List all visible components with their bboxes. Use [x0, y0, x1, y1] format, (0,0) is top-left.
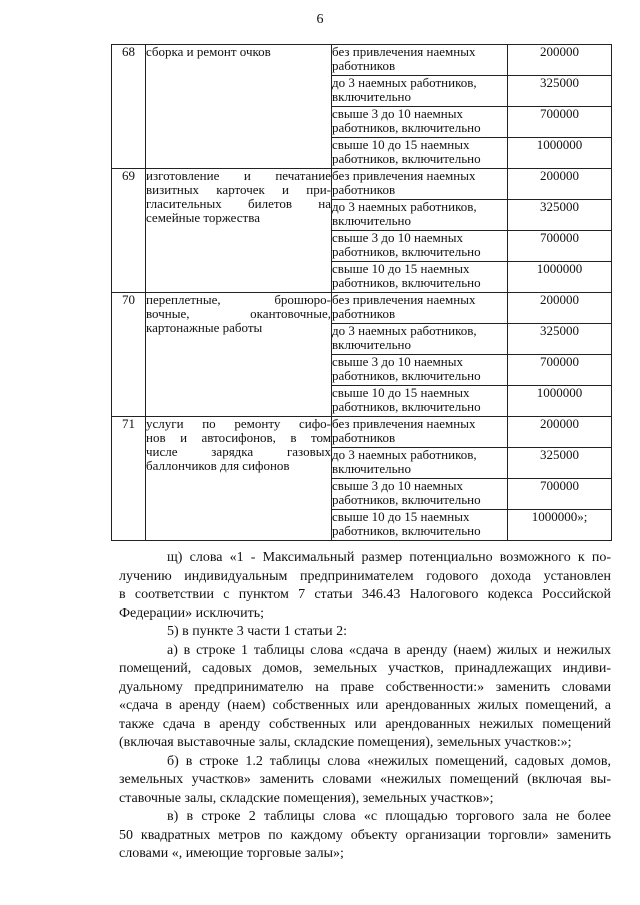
condition-cell: свыше 10 до 15 наемных работников, включительно: [332, 138, 508, 169]
paragraph-line: б) в строке 1.2 таблицы слова «нежилых помещений, садовых домов,: [167, 753, 611, 769]
condition-cell: свыше 10 до 15 наемных работников, включительно: [332, 262, 508, 293]
condition-cell: без привлечения наемных работников: [332, 169, 508, 200]
paragraph: [119, 808, 611, 864]
paragraph-line: в) в строке 2 таблицы слова «с площадью торгового зала не более: [167, 809, 611, 824]
income-value-cell: 200000: [508, 45, 612, 76]
activity-line: переплетные, брошюро-: [146, 292, 331, 307]
paragraph-line: лучению индивидуальным предпринимателем годового дохода установлен: [119, 568, 611, 584]
paragraph-line: дуальному предпринимателю на праве собственности:» заменить словами: [119, 679, 611, 695]
activity-line: вочные, окантовочные,: [146, 306, 331, 321]
activity-line: изготовление и печатание: [146, 168, 331, 183]
condition-cell: свыше 10 до 15 наемных работников, включительно: [332, 386, 508, 417]
activity-line: картонажные работы: [146, 320, 263, 335]
row-number: 70: [112, 293, 146, 417]
income-value-cell: 200000: [508, 293, 612, 324]
activity-line: баллончиков для сифонов: [146, 458, 290, 473]
paragraph-line: «сдача в аренду (наем) собственных или арендованных жилых помещений, а: [119, 698, 611, 713]
condition-cell: до 3 наемных работников, включительно: [332, 76, 508, 107]
activity-line: нов и автосифонов, в том: [146, 430, 331, 445]
condition-cell: до 3 наемных работников, включительно: [332, 324, 508, 355]
paragraph-line: (включая выставочные залы, складские помещения), земельных участков:»;: [119, 735, 572, 750]
document-body-text: [119, 549, 611, 864]
paragraph-line: ставочные залы, складские помещения), земельных участков»;: [119, 790, 494, 806]
table-row: [112, 45, 612, 76]
condition-cell: без привлечения наемных работников: [332, 417, 508, 448]
paragraph-line: словами «, имеющие торговые залы»;: [119, 846, 344, 861]
paragraph: [119, 623, 611, 642]
activity-line: гласительных билетов на: [146, 196, 331, 211]
income-value-cell: 700000: [508, 107, 612, 138]
paragraph-line: помещений, садовых домов, земельных участков, принадлежащих индиви-: [119, 661, 611, 676]
income-value-cell: 700000: [508, 231, 612, 262]
condition-cell: свыше 3 до 10 наемных работников, включительно: [332, 231, 508, 262]
row-number: 68: [112, 45, 146, 169]
income-value-cell: 200000: [508, 417, 612, 448]
activity-line: услуги по ремонту сифо-: [146, 416, 331, 431]
paragraph-line: также сдача в аренду собственных или арендованных нежилых помещений: [119, 716, 611, 732]
paragraph-line: в соответствии с пунктом 7 статьи 346.43 Налогового кодекса Российской: [119, 587, 611, 602]
condition-cell: без привлечения наемных работников: [332, 293, 508, 324]
paragraph: [119, 549, 611, 623]
row-number: 71: [112, 417, 146, 541]
condition-cell: свыше 3 до 10 наемных работников, включительно: [332, 107, 508, 138]
income-value-cell: 325000: [508, 448, 612, 479]
paragraph: [119, 642, 611, 753]
paragraph: [119, 753, 611, 809]
income-value-cell: 1000000: [508, 262, 612, 293]
table-row: [112, 293, 612, 324]
income-value-cell: 700000: [508, 355, 612, 386]
activity-cell: [146, 169, 332, 293]
activity-cell: [146, 293, 332, 417]
income-value-cell: 325000: [508, 324, 612, 355]
income-value-cell: 1000000: [508, 138, 612, 169]
services-table: [111, 44, 612, 541]
income-value-cell: 200000: [508, 169, 612, 200]
condition-cell: до 3 наемных работников, включительно: [332, 200, 508, 231]
activity-cell: [146, 45, 332, 169]
income-value-cell: 325000: [508, 200, 612, 231]
income-value-cell: 1000000: [508, 386, 612, 417]
condition-cell: свыше 3 до 10 наемных работников, включительно: [332, 479, 508, 510]
paragraph-line: щ) слова «1 - Максимальный размер потенциально возможного к по-: [167, 550, 611, 565]
paragraph-line: земельных участков» заменить словами «нежилых помещений (включая вы-: [119, 772, 611, 787]
activity-cell: [146, 417, 332, 541]
paragraph-line: 5) в пункте 3 части 1 статьи 2:: [167, 624, 348, 639]
paragraph-line: а) в строке 1 таблицы слова «сдача в аренду (наем) жилых и нежилых: [167, 642, 611, 658]
page-number: 6: [316, 12, 324, 27]
paragraph-line: 50 квадратных метров по каждому объекту организации торговли» заменить: [119, 827, 611, 843]
condition-cell: свыше 3 до 10 наемных работников, включительно: [332, 355, 508, 386]
income-value-cell: 325000: [508, 76, 612, 107]
income-value-cell: 700000: [508, 479, 612, 510]
table-row: [112, 417, 612, 448]
condition-cell: свыше 10 до 15 наемных работников, включительно: [332, 510, 508, 541]
income-value-cell: 1000000»;: [508, 510, 612, 541]
paragraph-line: Федерации» исключить;: [119, 605, 264, 621]
condition-cell: без привлечения наемных работников: [332, 45, 508, 76]
activity-line: числе зарядка газовых: [146, 444, 331, 459]
table-row: [112, 169, 612, 200]
activity-line: визитных карточек и при-: [146, 182, 331, 197]
activity-line: сборка и ремонт очков: [146, 44, 271, 59]
condition-cell: до 3 наемных работников, включительно: [332, 448, 508, 479]
row-number: 69: [112, 169, 146, 293]
activity-line: семейные торжества: [146, 210, 260, 225]
